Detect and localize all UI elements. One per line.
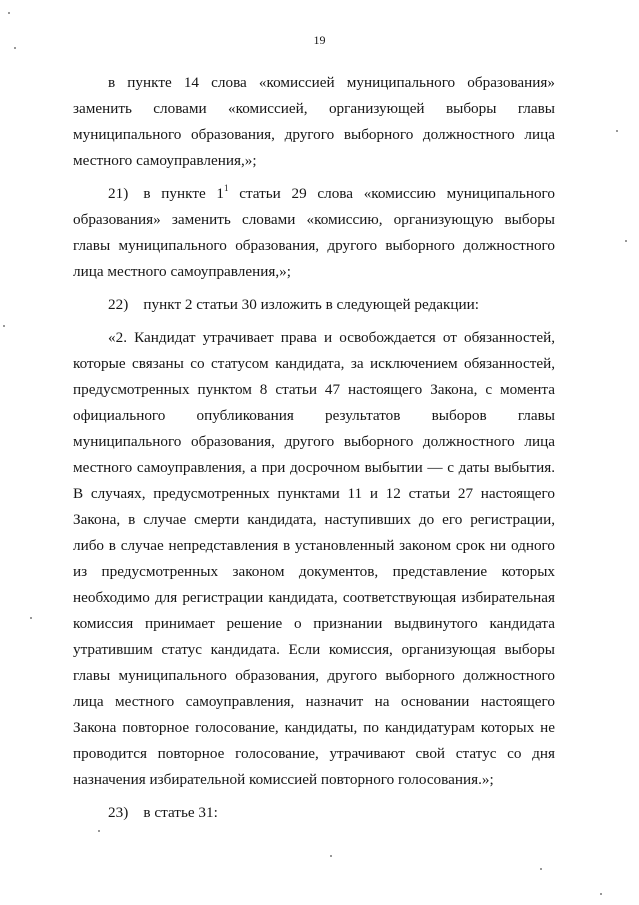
scan-speck [3, 325, 5, 327]
scan-speck [30, 617, 32, 619]
scan-speck [600, 893, 602, 895]
scan-speck [540, 868, 542, 870]
paragraph-21-rest: статьи 29 слова «комиссию муниципального образования» заменить словами «комиссию, организующую выборы главы муниципального образования, другого выборного должностного лица местного самоуправления,»; [73, 185, 555, 280]
paragraph-item-14: в пункте 14 слова «комиссией муниципального образования» заменить словами «комиссией, организующей выборы главы муниципального образования, другого выборного должностного лица местного самоуправления,»; [73, 74, 555, 169]
paragraph-21 [73, 181, 555, 285]
scan-speck [330, 855, 332, 857]
document-body [73, 70, 555, 826]
scan-speck [625, 240, 627, 242]
superscript-index: 1 [224, 182, 229, 193]
paragraph-23: 23) в статье 31: [108, 804, 218, 821]
paragraph-22: 22) пункт 2 статьи 30 изложить в следующей редакции: [108, 296, 480, 313]
scan-speck [14, 47, 16, 49]
scan-speck [98, 830, 100, 832]
scan-speck [616, 130, 618, 132]
paragraph-quoted-article: «2. Кандидат утрачивает права и освобождается от обязанностей, которые связаны со статусом кандидата, за исключением обязанностей, предусмотренных пунктом 8 статьи 47 настоящего Закона, с момента официального опубликования результатов выборов главы муниципального образования, другого выборного должностного лица местного самоуправления, а при досрочном выбытии — с даты выбытия. В случаях, предусмотренных пунктами 11 и 12 статьи 27 настоящего Закона, в случае смерти кандидата, наступивших до его регистрации, либо в случае непредставления в установленный законом срок ни одного из предусмотренных законом документов, представление которых необходимо для регистрации кандидата, соответствующая избирательная комиссия принимает решение о признании выдвинутого кандидата утратившим статус кандидата. Если комиссия, организующая выборы главы муниципального образования, другого выборного должностного лица местного самоуправления, назначит на основании настоящего Закона повторное голосование, кандидаты, по кандидатурам которых не проводится повторное голосование, утрачивают свой статус со дня назначения избирательной комиссией повторного голосования.»; [73, 329, 555, 788]
page-number: 19 [313, 33, 326, 47]
paragraph-21-lead: 21) в пункте 1 [108, 185, 224, 202]
scan-speck [8, 12, 10, 14]
